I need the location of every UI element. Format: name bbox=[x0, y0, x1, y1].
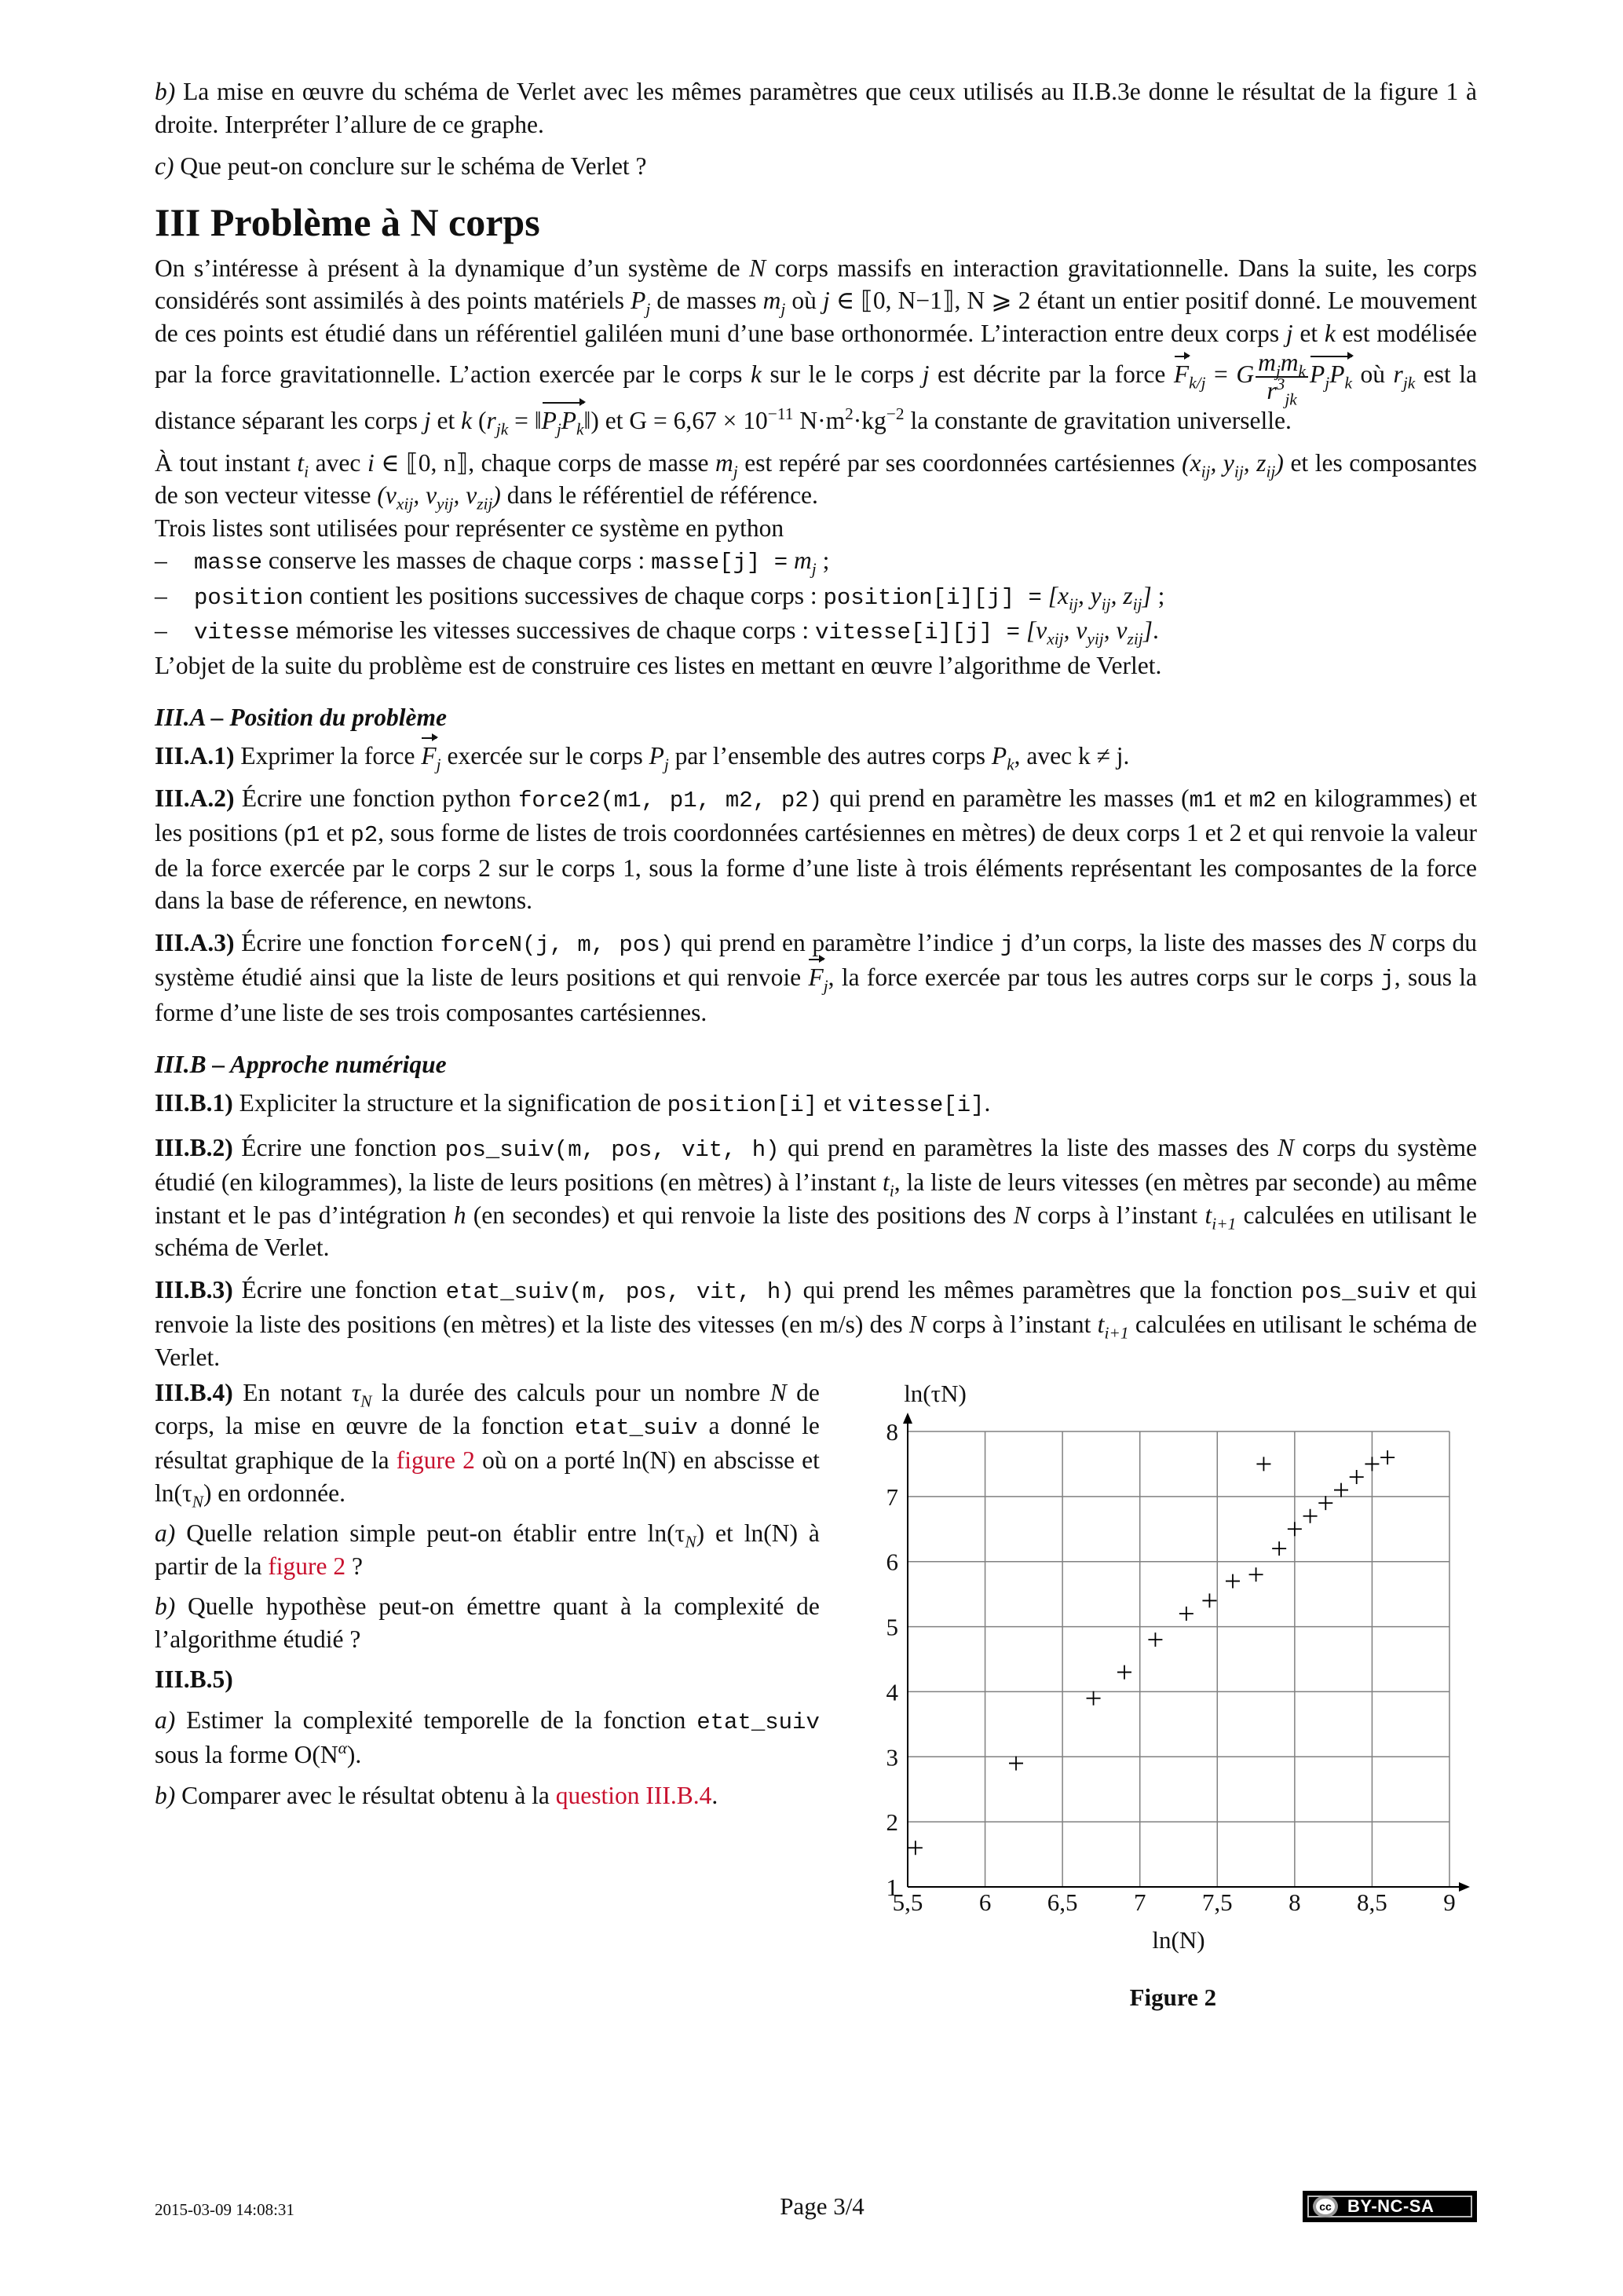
y-tick-label: 3 bbox=[886, 1743, 898, 1771]
lists-intro: Trois listes sont utilisées pour représenter ce système en python bbox=[155, 514, 784, 542]
data-point bbox=[1380, 1450, 1395, 1464]
data-point bbox=[1248, 1567, 1263, 1581]
footer-timestamp: 2015-03-09 14:08:31 bbox=[155, 2200, 294, 2219]
x-axis-arrow-icon bbox=[1459, 1882, 1470, 1892]
objective-paragraph: L’objet de la suite du problème est de construire ces listes en mettant en œuvre l’algorithme de Verlet. bbox=[155, 651, 1162, 679]
question-III-B-5: III.B.5) bbox=[155, 1665, 233, 1693]
page-content bbox=[155, 75, 1477, 2052]
question-III-B-4b: b) Quelle hypothèse peut-on émettre quant à la complexité de l’algorithme étudié ? bbox=[155, 1592, 820, 1653]
instant-paragraph: À tout instant $t_i$ avec i ∈ ⟦0, n⟧, chaque corps de masse $m_j$ est repéré par ses coordonnées cartésiennes ($x_{ij}$, $y_{ij}$, $z_{ij}$) et les composantes de son vecteur vitesse ($v_{xij}$, $v_{yij}$, $v_{zij}$) dans le référentiel de référence. bbox=[155, 448, 1477, 514]
question-III-B-1: III.B.1) Expliciter la structure et la signification de position[i] et vitesse[i]. bbox=[155, 1089, 991, 1118]
question-III-B-2: III.B.2) Écrire une fonction pos_suiv(m, pos, vit, h) qui prend en paramètres la liste des masses des N corps du système étudié (en kilogrammes), la liste de leurs positions (en mètres) à l’instant $t_i$, la liste de leurs vitesses (en mètres par seconde) au même instant et le pas d’intégration h (en secondes) et qui renvoie la liste des positions des N corps à l’instant $t_{i+1}$ calculées en utilisant le schéma de Verlet. bbox=[155, 1133, 1478, 1261]
data-point bbox=[1202, 1593, 1216, 1607]
intro-paragraph: On s’intéresse à présent à la dynamique d’un système de N corps massifs en interaction gravitationnelle. Dans la suite, les corps considérés sont assimilés à des points matériels $P_j$ de masses $m_j$ où j ∈ ⟦0, N−1⟧, N ⩾ 2 étant un entier positif donné. Le mouvement de ces points est étudié dans un référentiel galiléen muni d’une base orthonormée. L’interaction entre deux corps j et k est modélisée par la force gravitationnelle. L’action exercée par le corps k sur le le corps j est décrite par la force $F_{k/j} = G$ $\frac{m_jm_k}{r^3_{jk}}$ $P_jP_k$ où $r_{jk}$ est la distance séparant les corps j et k ($r_{jk}$ = $‖P_jP_k‖$) et $G = 6,67 \times 10^{-11}$ $N\cdot m^2\cdot kg^{-2}$ la constante de gravitation universelle. bbox=[155, 254, 1478, 439]
figure-2-link[interactable]: figure 2 bbox=[396, 1446, 475, 1474]
data-point bbox=[1117, 1665, 1131, 1680]
questions-column bbox=[155, 1377, 820, 2052]
data-point bbox=[1086, 1691, 1100, 1706]
subsection-b-title: III.B – Approche numérique bbox=[155, 1051, 447, 1078]
question-III-B-4a: a) Quelle relation simple peut-on établir entre $\ln(\tau_N)$ et ln(N) à partir de la figure 2 ? bbox=[155, 1519, 820, 1580]
y-axis-label: ln(τN) bbox=[904, 1380, 967, 1407]
question-III-A-1: III.A.1) Exprimer la force $F_j$ exercée sur le corps $P_j$ par l’ensemble des autres corps $P_k$, avec k ≠ j. bbox=[155, 740, 1477, 773]
data-point bbox=[1148, 1632, 1162, 1647]
force-formula: $F_{k/j} = G$ $\frac{m_jm_k}{r^3_{jk}}$ $P_jP_k$ bbox=[1173, 349, 1353, 409]
data-point bbox=[1226, 1574, 1240, 1589]
data-point bbox=[1318, 1496, 1332, 1510]
x-tick-label: 9 bbox=[1443, 1888, 1456, 1916]
data-point bbox=[1179, 1607, 1193, 1621]
x-tick-label: 8 bbox=[1288, 1888, 1301, 1916]
x-tick-label: 8,5 bbox=[1356, 1888, 1387, 1916]
y-tick-label: 5 bbox=[886, 1613, 898, 1641]
y-tick-label: 8 bbox=[886, 1418, 898, 1446]
question-III-B-5b: b) Comparer avec le résultat obtenu à la question III.B.4. bbox=[155, 1781, 718, 1809]
scatter-chart bbox=[867, 1377, 1479, 1973]
x-tick-label: 7 bbox=[1133, 1888, 1146, 1916]
y-tick-label: 4 bbox=[886, 1678, 898, 1706]
subsection-a-title: III.A – Position du problème bbox=[155, 704, 447, 731]
y-axis-arrow-icon bbox=[903, 1413, 912, 1424]
data-point bbox=[1365, 1457, 1379, 1471]
x-tick-label: 6 bbox=[978, 1888, 992, 1916]
list-item: – masse conserve les masses de chaque corps : masse[j] = $m_j$ ; bbox=[155, 547, 830, 579]
x-axis-label: ln(N) bbox=[1152, 1926, 1205, 1954]
question-III-B-4-link[interactable]: question III.B.4 bbox=[555, 1781, 712, 1809]
y-tick-label: 7 bbox=[886, 1483, 898, 1511]
y-tick-label: 6 bbox=[886, 1548, 898, 1576]
question-III-B-4: III.B.4) En notant $\tau_N$ la durée des calculs pour un nombre N de corps, la mise en œuvre de la fonction etat_suiv a donné le résultat graphique de la figure 2 où on a porté ln(N) en abscisse et $\ln(\tau_N)$ en ordonnée. bbox=[155, 1379, 820, 1511]
figure-2-link[interactable]: figure 2 bbox=[268, 1552, 346, 1580]
question-b: b) La mise en œuvre du schéma de Verlet avec les mêmes paramètres que ceux utilisés au II.B.3e donne le résultat de la figure 1 à droite. Interpréter l’allure de ce graphe. bbox=[155, 78, 1478, 138]
page-number: Page 3/4 bbox=[780, 2192, 865, 2220]
data-point bbox=[1334, 1483, 1348, 1497]
data-point bbox=[1288, 1522, 1302, 1536]
section-title: III Problème à N corps bbox=[155, 199, 540, 244]
list-item: – position contient les positions successives de chaque corps : position[i][j] = [$x_{ij}$, $y_{ij}$, $z_{ij}$] ; bbox=[155, 581, 1165, 613]
license-badge bbox=[1303, 2191, 1477, 2222]
data-point bbox=[1009, 1757, 1023, 1771]
y-tick-label: 2 bbox=[886, 1808, 898, 1837]
y-tick-label: 1 bbox=[886, 1874, 898, 1901]
x-tick-label: 6,5 bbox=[1047, 1888, 1078, 1916]
x-tick-label: 7,5 bbox=[1201, 1888, 1233, 1916]
data-point bbox=[1350, 1470, 1364, 1484]
creative-commons-icon: cc bbox=[1313, 2195, 1338, 2217]
data-point bbox=[1272, 1541, 1286, 1556]
figure-2 bbox=[867, 1377, 1477, 2052]
figure-caption: Figure 2 bbox=[1129, 1983, 1217, 2011]
data-point bbox=[1256, 1457, 1270, 1471]
question-c: c) Que peut-on conclure sur le schéma de Verlet ? bbox=[155, 152, 647, 180]
data-point bbox=[908, 1841, 923, 1855]
data-point bbox=[1303, 1509, 1317, 1523]
question-III-A-3: III.A.3) Écrire une fonction forceN(j, m, pos) qui prend en paramètre l’indice j d’un corps, la liste des masses des N corps du système étudié ainsi que la liste de leurs positions et qui renvoie $F_j$, la force exercée par tous les autres corps sur le corps j, sous la forme d’une liste de ses trois composantes cartésiennes. bbox=[155, 928, 1478, 1026]
question-III-B-5a: a) Estimer la complexité temporelle de la fonction etat_suiv sous la forme $O(N^\alpha)$. bbox=[155, 1706, 820, 1768]
x-tick-label: 5,5 bbox=[892, 1888, 923, 1916]
license-label: BY-NC-SA bbox=[1347, 2196, 1435, 2216]
footer bbox=[155, 2191, 1477, 2230]
list-item: – vitesse mémorise les vitesses successives de chaque corps : vitesse[i][j] = [$v_{xij}$, $v_{yij}$, $v_{zij}$]. bbox=[155, 616, 1159, 649]
question-III-A-2: III.A.2) Écrire une fonction python force2(m1, p1, m2, p2) qui prend en paramètre les masses (m1 et m2 en kilogrammes) et les positions (p1 et p2, sous forme de listes de trois coordonnées cartésiennes en mètres) de deux corps 1 et 2 et qui renvoie la valeur de la force exercée par le corps 2 sur le corps 1, sous la forme d’une liste à trois éléments représentant les composantes de la force dans la base de réference, en newtons. bbox=[155, 784, 1477, 914]
question-III-B-3: III.B.3) Écrire une fonction etat_suiv(m, pos, vit, h) qui prend les mêmes paramètres que la fonction pos_suiv et qui renvoie la liste des positions (en mètres) et la liste des vitesses (en m/s) des N corps à l’instant $t_{i+1}$ calculées en utilisant le schéma de Verlet. bbox=[155, 1275, 1477, 1371]
